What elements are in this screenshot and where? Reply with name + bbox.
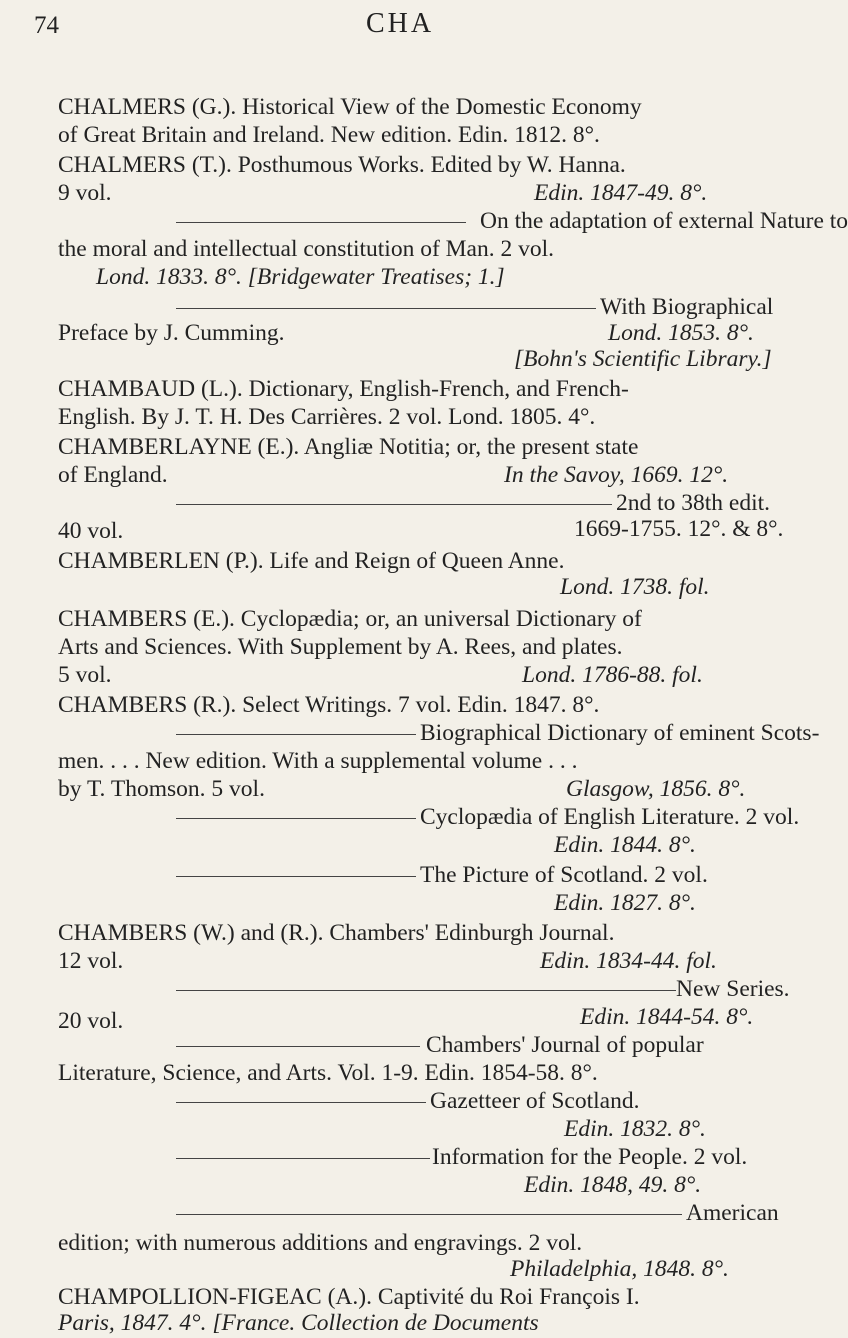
entry-line: Philadelphia, 1848. 8°. [510, 1256, 729, 1282]
ditto-rule [176, 734, 416, 735]
entry-line: by T. Thomson. 5 vol. [58, 776, 265, 802]
entry-line: Glasgow, 1856. 8°. [566, 776, 746, 802]
ditto-rule [176, 1046, 420, 1047]
entry-line: On the adaptation of external Nature to [480, 208, 848, 234]
entry-line: Information for the People. 2 vol. [432, 1144, 748, 1170]
ditto-rule [176, 990, 676, 991]
ditto-rule [176, 222, 466, 223]
entry-line: CHAMBERS (E.). Cyclopædia; or, an universal Dictionary of [58, 606, 642, 632]
entry-line: 5 vol. [58, 662, 112, 688]
entry-line: New Series. [676, 976, 790, 1002]
entry-line: 40 vol. [58, 518, 124, 544]
page-number: 74 [34, 12, 59, 39]
entry-line: Lond. 1786-88. fol. [522, 662, 703, 688]
entry-line: Edin. 1834-44. fol. [540, 948, 717, 974]
running-head: CHA [365, 8, 435, 39]
entry-line: CHAMBERLAYNE (E.). Angliæ Notitia; or, the present state [58, 434, 639, 460]
entry-line: English. By J. T. H. Des Carrières. 2 vol. Lond. 1805. 4°. [58, 404, 596, 430]
entry-line: Edin. 1847-49. 8°. [534, 180, 708, 206]
entry-line: Lond. 1833. 8°. [Bridgewater Treatises; 1.] [96, 264, 505, 290]
ditto-rule [176, 876, 416, 877]
entry-line: Cyclopædia of English Literature. 2 vol. [420, 804, 800, 830]
entry-line: The Picture of Scotland. 2 vol. [420, 862, 708, 888]
entry-line: Lond. 1738. fol. [560, 574, 710, 600]
entry-line: Arts and Sciences. With Supplement by A. Rees, and plates. [58, 634, 623, 660]
entry-line: Literature, Science, and Arts. Vol. 1-9. Edin. 1854-58. 8°. [58, 1060, 598, 1086]
entry-line: CHAMBERS (W.) and (R.). Chambers' Edinburgh Journal. [58, 920, 615, 946]
entry-line: 20 vol. [58, 1008, 124, 1034]
entry-line: Gazetteer of Scotland. [430, 1088, 640, 1114]
entry-line: Edin. 1844-54. 8°. [580, 1004, 754, 1030]
entry-line: Biographical Dictionary of eminent Scots- [420, 720, 820, 746]
entry-line: CHALMERS (T.). Posthumous Works. Edited by W. Hanna. [58, 152, 626, 178]
entry-line: Edin. 1832. 8°. [564, 1116, 706, 1142]
entry-line: Edin. 1848, 49. 8°. [524, 1172, 702, 1198]
entry-line: Chambers' Journal of popular [426, 1032, 704, 1058]
ditto-rule [176, 1102, 426, 1103]
entry-line: the moral and intellectual constitution of Man. 2 vol. [58, 236, 555, 262]
ditto-rule [176, 818, 416, 819]
entry-line: With Biographical [600, 294, 774, 320]
entry-line: edition; with numerous additions and engravings. 2 vol. [58, 1230, 583, 1256]
entry-line: of Great Britain and Ireland. New edition. Edin. 1812. 8°. [58, 122, 600, 148]
entry-line: 1669-1755. 12°. & 8°. [574, 516, 784, 542]
entry-line: CHAMBAUD (L.). Dictionary, English-French, and French- [58, 376, 629, 402]
ditto-rule [176, 1214, 682, 1215]
entry-line: American [686, 1200, 779, 1226]
ditto-rule [176, 308, 596, 309]
entry-line: Preface by J. Cumming. [58, 320, 285, 346]
ditto-rule [176, 1158, 430, 1159]
entry-line: Paris, 1847. 4°. [France. Collection de Documents [58, 1310, 539, 1336]
entry-line: CHAMBERLEN (P.). Life and Reign of Queen Anne. [58, 548, 565, 574]
ditto-rule [176, 504, 612, 505]
entry-line: Edin. 1844. 8°. [554, 832, 696, 858]
entry-line: of England. [58, 462, 168, 488]
entry-line: Edin. 1827. 8°. [554, 890, 696, 916]
entry-line: Lond. 1853. 8°. [608, 320, 754, 346]
entry-line: CHAMPOLLION-FIGEAC (A.). Captivité du Roi François I. [58, 1284, 640, 1310]
entry-line: CHAMBERS (R.). Select Writings. 7 vol. Edin. 1847. 8°. [58, 692, 600, 718]
entry-line: 2nd to 38th edit. [616, 490, 771, 516]
entry-line: 9 vol. [58, 180, 112, 206]
entry-line: In the Savoy, 1669. 12°. [504, 462, 729, 488]
entry-line: CHALMERS (G.). Historical View of the Domestic Economy [58, 94, 642, 120]
entry-line: [Bohn's Scientific Library.] [514, 346, 772, 372]
entry-line: 12 vol. [58, 948, 124, 974]
entry-line: men. . . . New edition. With a supplemental volume . . . [58, 748, 578, 774]
